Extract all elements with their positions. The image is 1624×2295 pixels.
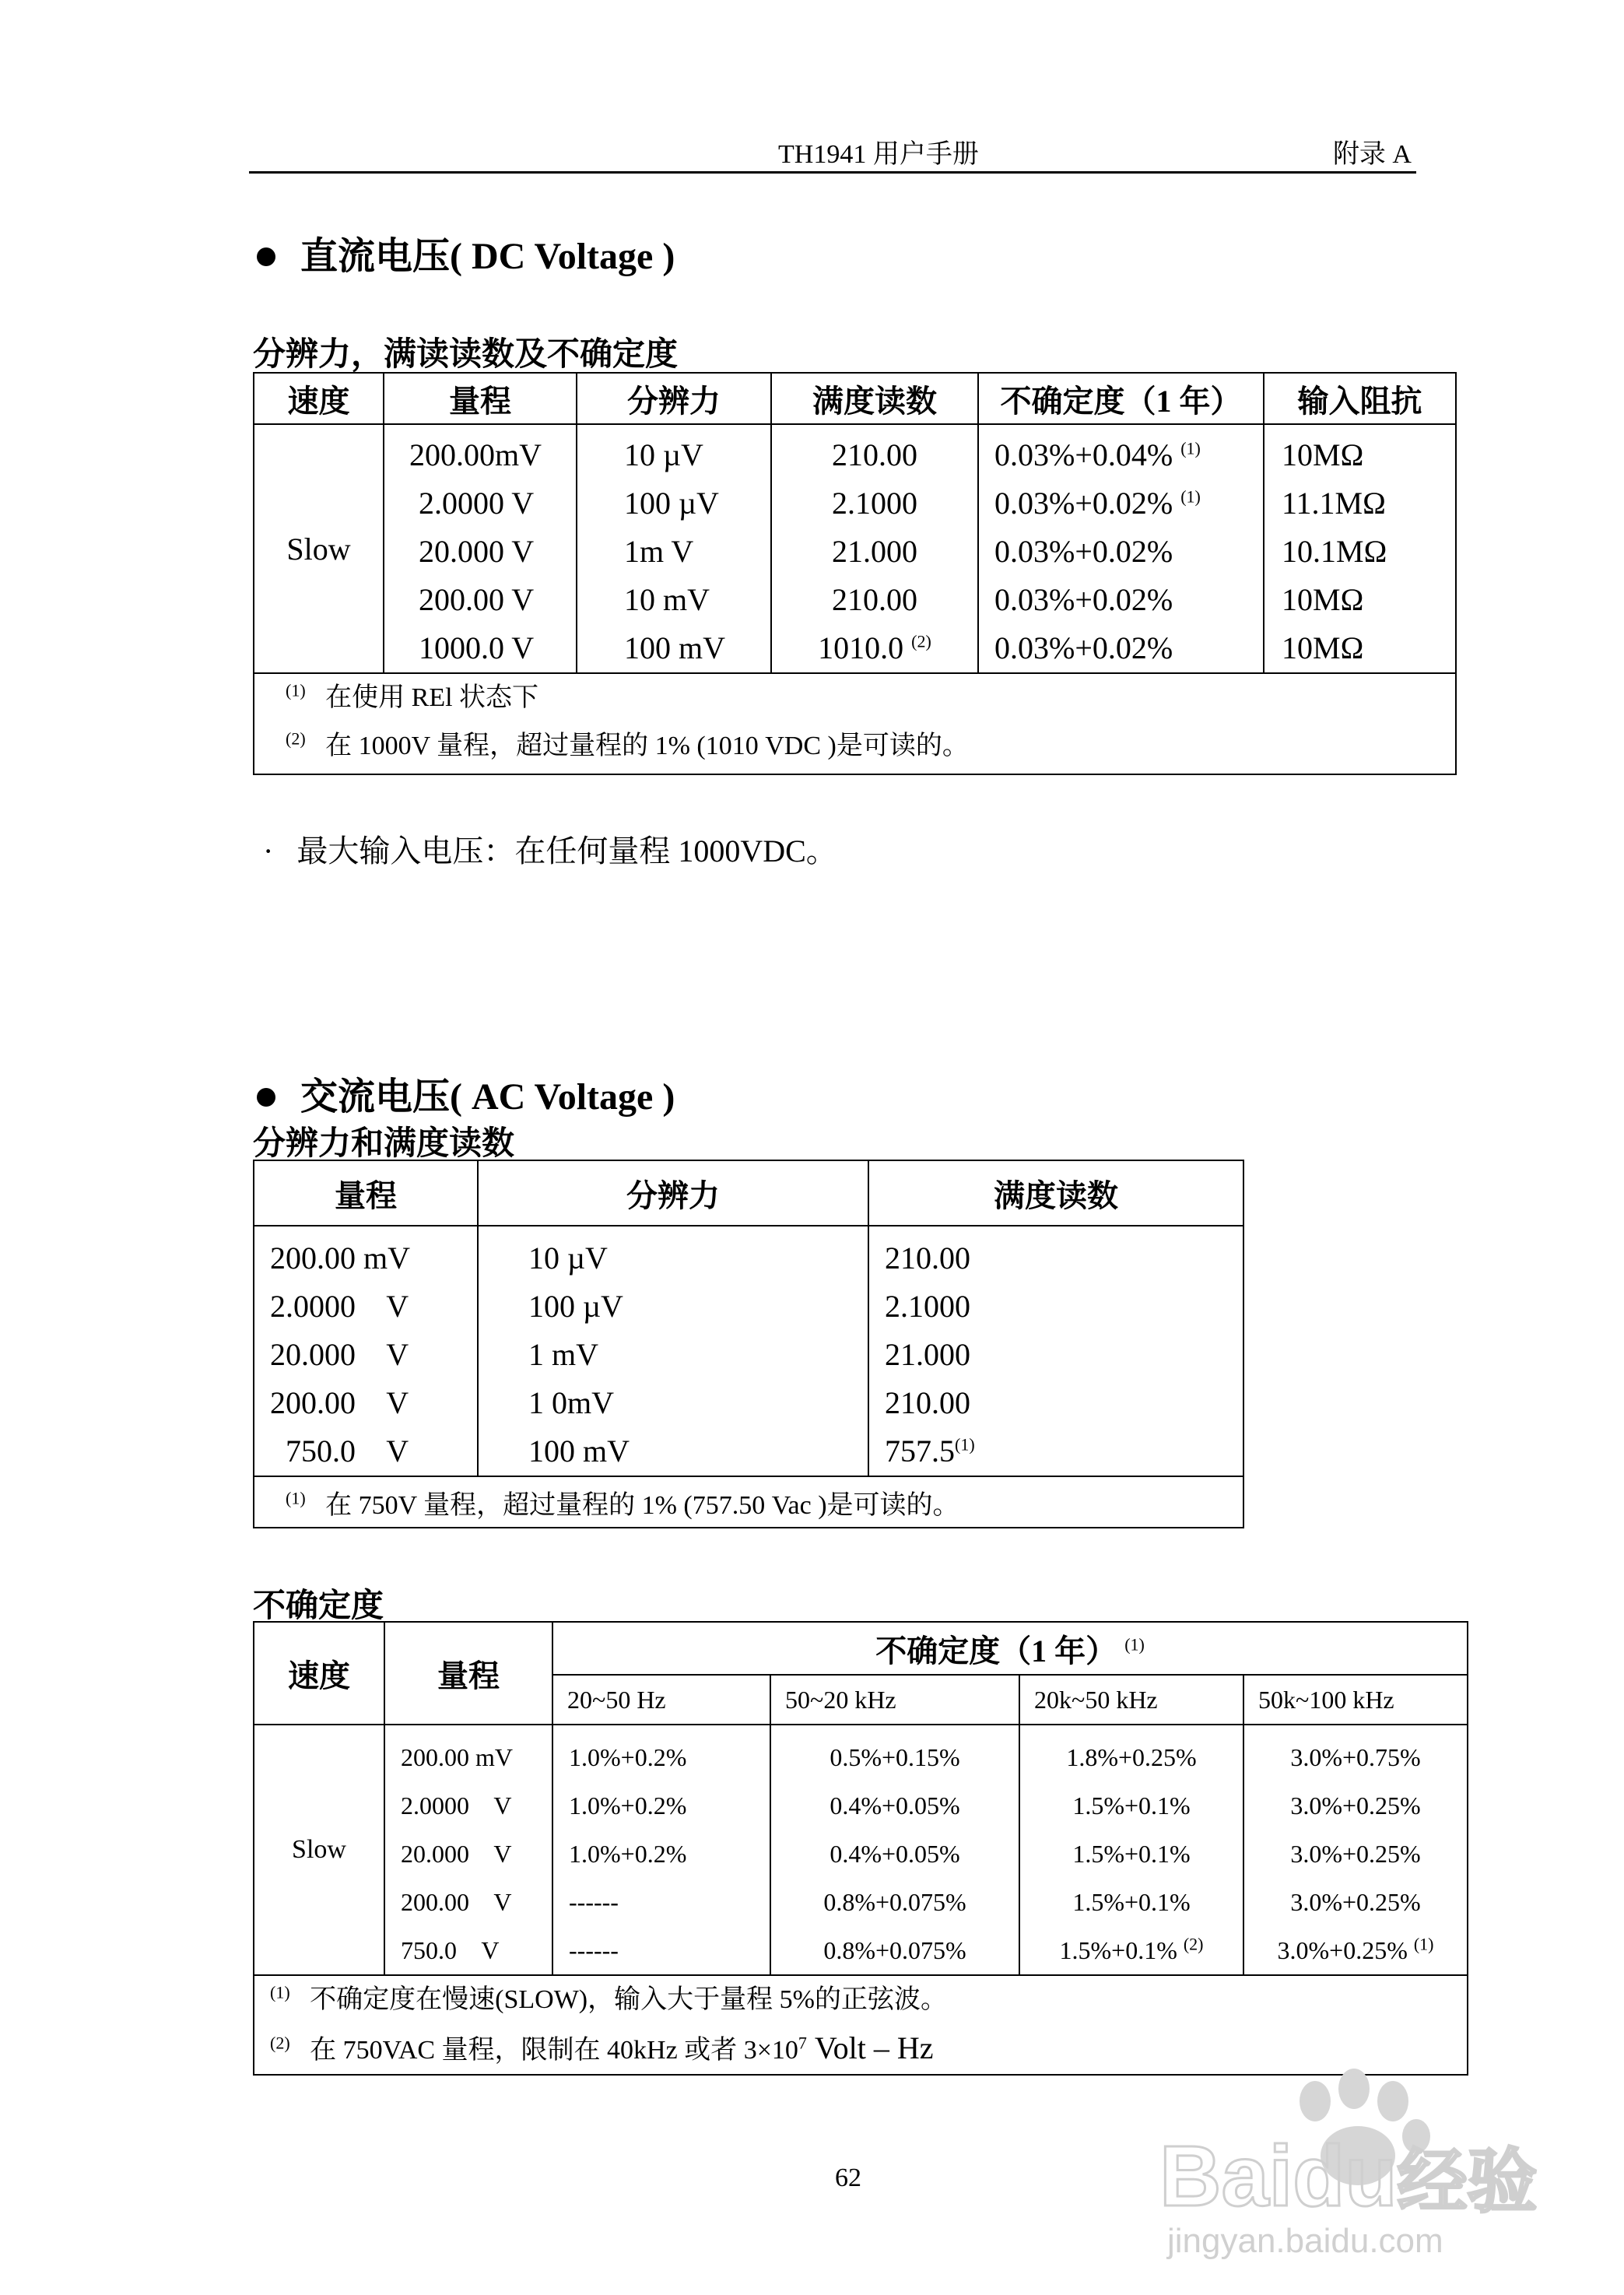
uncertainty-value: 0.03%+0.02% $^{(1)}$ xyxy=(994,486,1201,521)
full-scale-value: 21.000 xyxy=(885,1337,970,1372)
resolution-value: 100 mV xyxy=(528,1433,630,1469)
full-scale-column xyxy=(868,1226,1243,1476)
ac-section-title: 交流电压( AC Voltage ) xyxy=(257,1066,675,1120)
notes-row xyxy=(254,1476,1243,1528)
range-value: 200.00 mV xyxy=(401,1743,513,1771)
dc-footnotes xyxy=(254,673,1456,774)
band4-column xyxy=(1243,1725,1468,1975)
bullet-icon xyxy=(257,1088,275,1107)
uncertainty-value: 1.8%+0.25% xyxy=(1066,1743,1197,1771)
col-header-uncertainty: 不确定度（1 年） $^{(1)}$ xyxy=(552,1622,1468,1675)
uncertainty-value: 0.8%+0.075% xyxy=(823,1888,966,1916)
band1-column xyxy=(552,1725,770,1975)
resolution-value: 100 mV xyxy=(624,630,725,665)
page-number: 62 xyxy=(835,2163,861,2192)
footnote: $^{(2)}$ 在 750VAC 量程，限制在 40kHz 或者 $3\times 10^7$ Volt – Hz xyxy=(270,2030,934,2065)
resolution-value: 100 µV xyxy=(528,1289,623,1324)
band3-column xyxy=(1019,1725,1243,1975)
footnote: $^{(1)}$ 不确定度在慢速(SLOW)，输入大于量程 5%的正弦波。 xyxy=(270,1982,947,2014)
page-header xyxy=(249,131,1416,174)
resolution-value: 100 µV xyxy=(624,486,719,521)
uncertainty-value: 0.8%+0.075% xyxy=(823,1936,966,1964)
col-header-full-scale: 满度读数 xyxy=(771,373,978,424)
band-header: 50~20 kHz xyxy=(770,1675,1019,1725)
bullet-icon xyxy=(257,247,275,266)
range-value: 200.00 V xyxy=(270,1385,409,1420)
uncertainty-value: 1.5%+0.1% $^{(2)}$ xyxy=(1059,1934,1204,1964)
range-column xyxy=(384,424,577,673)
full-scale-value: 210.00 xyxy=(832,437,917,472)
range-value: 2.0000 V xyxy=(270,1289,409,1324)
watermark-brand: Baidu经验 xyxy=(1159,2128,1538,2224)
resolution-value: 10 µV xyxy=(624,437,703,472)
appendix-label: 附录 A xyxy=(1332,140,1412,169)
uncertainty-column xyxy=(978,424,1264,673)
band2-column xyxy=(770,1725,1019,1975)
uncertainty-value: 3.0%+0.25% xyxy=(1290,1888,1421,1916)
uncertainty-value: ------ xyxy=(569,1936,619,1964)
resolution-column xyxy=(577,424,771,673)
col-header-full-scale: 满度读数 xyxy=(868,1160,1243,1226)
ac-voltage-table xyxy=(253,1160,1244,1528)
resolution-value: 1 mV xyxy=(528,1337,598,1372)
table-row xyxy=(254,1725,1468,1975)
resolution-value: 10 mV xyxy=(624,582,710,617)
range-value: 200.00 mV xyxy=(270,1240,410,1276)
footnote-mark: (1) xyxy=(955,1434,975,1455)
col-header-uncertainty: 不确定度（1 年） xyxy=(978,373,1264,424)
uncertainty-value: 1.5%+0.1% xyxy=(1072,1840,1191,1868)
range-column xyxy=(254,1226,478,1476)
uncertainty-value: 1.5%+0.1% xyxy=(1072,1791,1191,1820)
band-header: 20~50 Hz xyxy=(552,1675,770,1725)
uncertainty-value: 3.0%+0.25% xyxy=(1290,1840,1421,1868)
resolution-value: 1m V xyxy=(624,534,694,569)
ac-footnotes: $^{(1)}$ 在 750V 量程，超过量程的 1% (757.50 Vac )是可读的。 xyxy=(254,1476,1243,1528)
col-header-range: 量程 xyxy=(384,1622,552,1725)
resolution-value: 10 µV xyxy=(528,1240,608,1276)
impedance-value: 10.1MΩ xyxy=(1282,534,1387,569)
notes-row xyxy=(254,673,1456,774)
full-scale-column xyxy=(771,424,978,673)
uncertainty-value: 0.4%+0.05% xyxy=(830,1791,960,1820)
range-value: 2.0000 V xyxy=(401,1791,512,1820)
uncertainty-value: 3.0%+0.25% xyxy=(1290,1791,1421,1820)
uncertainty-value: 0.03%+0.02% xyxy=(994,582,1173,617)
uncertainty-value: 0.03%+0.02% xyxy=(994,630,1173,665)
full-scale-value: 21.000 xyxy=(832,534,917,569)
range-column xyxy=(384,1725,552,1975)
uncertainty-value: 1.0%+0.2% xyxy=(569,1840,687,1868)
footnote: $^{(2)}$ 在 1000V 量程，超过量程的 1% (1010 VDC )是可读的。 xyxy=(286,728,969,760)
full-scale-value: 210.00 xyxy=(885,1240,970,1276)
col-header-impedance: 输入阻抗 xyxy=(1264,373,1456,424)
band-header: 20k~50 kHz xyxy=(1019,1675,1243,1725)
table-row xyxy=(254,424,1456,673)
footnote-mark: (2) xyxy=(1183,1934,1204,1954)
resolution-column xyxy=(478,1226,868,1476)
manual-title: TH1941 用户手册 xyxy=(778,140,979,169)
speed-cell: Slow xyxy=(254,1725,384,1975)
footnote: $^{(1)}$ 在使用 REl 状态下 xyxy=(286,680,539,712)
range-value: 200.00 V xyxy=(419,582,535,617)
col-header-speed: 速度 xyxy=(254,373,384,424)
ac-subtitle: 分辨力和满度读数 xyxy=(253,1126,515,1162)
uncertainty-value: 0.03%+0.02% xyxy=(994,534,1173,569)
uncertainty-value: 1.5%+0.1% xyxy=(1072,1888,1191,1916)
table-header-row xyxy=(254,1622,1468,1675)
full-scale-value: 210.00 xyxy=(832,582,917,617)
col-header-resolution: 分辨力 xyxy=(478,1160,868,1226)
range-value: 200.00mV xyxy=(409,437,542,472)
impedance-value: 10MΩ xyxy=(1282,437,1364,472)
uncertainty-value: 0.4%+0.05% xyxy=(830,1840,960,1868)
footnote-mark: (1) xyxy=(1413,1934,1434,1954)
baidu-watermark xyxy=(1144,2055,1580,2265)
dc-subtitle: 分辨力，满读读数及不确定度 xyxy=(253,337,679,373)
impedance-value: 10MΩ xyxy=(1282,582,1364,617)
dc-section-title: 直流电压( DC Voltage ) xyxy=(257,226,675,279)
range-value: 750.0 V xyxy=(401,1936,500,1964)
dc-voltage-table xyxy=(253,372,1457,775)
uncertainty-value: 0.5%+0.15% xyxy=(830,1743,960,1771)
uncertainty-subtitle: 不确定度 xyxy=(253,1588,384,1624)
speed-cell: Slow xyxy=(254,424,384,673)
footnote-mark: (1) xyxy=(1180,438,1201,458)
impedance-value: 10MΩ xyxy=(1282,630,1364,665)
range-value: 200.00 V xyxy=(401,1888,512,1916)
range-value: 20.000 V xyxy=(401,1840,512,1868)
footnote-mark: (1) xyxy=(1124,1634,1145,1655)
range-value: 1000.0 V xyxy=(419,630,535,665)
bullet-icon: · xyxy=(263,833,274,869)
range-value: 2.0000 V xyxy=(419,486,535,521)
impedance-column xyxy=(1264,424,1456,673)
uncertainty-value: 0.03%+0.04% $^{(1)}$ xyxy=(994,437,1201,472)
band-header: 50k~100 kHz xyxy=(1243,1675,1468,1725)
table-header-row xyxy=(254,1160,1243,1226)
full-scale-value: 1010.0 $^{(2)}$ xyxy=(818,630,931,665)
col-header-range: 量程 xyxy=(254,1160,478,1226)
ac-uncertainty-table xyxy=(253,1621,1468,2076)
full-scale-value: 2.1000 xyxy=(832,486,917,521)
table-row xyxy=(254,1226,1243,1476)
uncertainty-value: 1.0%+0.2% xyxy=(569,1743,687,1771)
full-scale-value: 210.00 xyxy=(885,1385,970,1420)
col-header-resolution: 分辨力 xyxy=(577,373,771,424)
range-value: 20.000 V xyxy=(419,534,535,569)
uncertainty-value: 1.0%+0.2% xyxy=(569,1791,687,1820)
uncertainty-value: 3.0%+0.75% xyxy=(1290,1743,1421,1771)
full-scale-value: 2.1000 xyxy=(885,1289,970,1324)
footnote-mark: (2) xyxy=(911,631,931,651)
range-value: 750.0 V xyxy=(270,1433,409,1469)
watermark-url: jingyan.baidu.com xyxy=(1167,2222,1443,2260)
uncertainty-value: 3.0%+0.25% $^{(1)}$ xyxy=(1277,1934,1434,1964)
col-header-speed: 速度 xyxy=(254,1622,384,1725)
impedance-value: 11.1MΩ xyxy=(1282,486,1386,521)
col-header-range: 量程 xyxy=(384,373,577,424)
uncertainty-value: ------ xyxy=(569,1888,619,1916)
table-header-row xyxy=(254,373,1456,424)
resolution-value: 1 0mV xyxy=(528,1385,614,1420)
max-input-note: · 最大输入电压：在任何量程 1000VDC。 xyxy=(263,833,837,869)
full-scale-value: 757.5$^{(1)}$ xyxy=(885,1433,975,1469)
range-value: 20.000 V xyxy=(270,1337,409,1372)
footnote-mark: (1) xyxy=(1180,486,1201,507)
